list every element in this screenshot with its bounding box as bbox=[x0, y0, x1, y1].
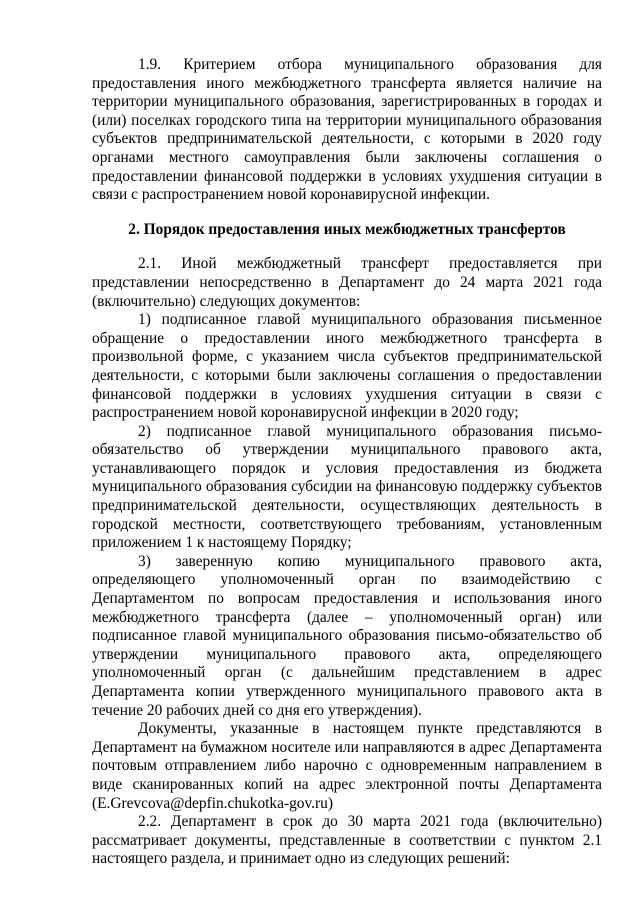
list-item-2: 2) подписанное главой муниципального образования письмо-обязательство об утверждении муниципального правового акта, устанавливающего порядок и условия предоставления из бюджета муниципального образования субсидии на финансовую поддержку субъектов предпринимательской деятельности, осуществляющих деятельность в городской местности, соответствующего требованиям, установленным приложением 1 к настоящему Порядку; bbox=[92, 422, 602, 552]
paragraph-2-1: 2.1. Иной межбюджетный трансферт предоставляется при представлении непосредственно в Департамент до 24 марта 2021 года (включительно) следующих документов: bbox=[92, 255, 602, 310]
list-item-1: 1) подписанное главой муниципального образования письменное обращение о предоставлении иного межбюджетного трансферта в произвольной форме, с указанием числа субъектов предпринимательской деятельности, с которыми были заключены соглашения о предоставлении финансовой поддержки в условиях ухудшения ситуации в связи с распространением новой коронавирусной инфекции в 2020 году; bbox=[92, 311, 602, 422]
list-item-3: 3) заверенную копию муниципального правового акта, определяющего уполномоченный орган по взаимодействию с Департаментом по вопросам предоставления и использования иного межбюджетного трансферта (далее – уполномоченный орган) или подписанное главой муниципального образования письмо-обязательство об утверждении муниципального правового акта, определяющего уполномоченный орган (с дальнейшим представлением в адрес Департамента копии утвержденного муниципального правового акта в течение 20 рабочих дней со дня его утверждения). bbox=[92, 552, 602, 719]
section-title: 2. Порядок предоставления иных межбюджетных трансфертов bbox=[128, 220, 566, 238]
documents-paragraph: Документы, указанные в настоящем пункте представляются в Департамент на бумажном носителе или направляются в адрес Департамента почтовым отправлением либо нарочно с одновременным направлением в виде сканированных копий на адрес электронной почты Департамента (E.Grevcova@depfin.chukotka-gov.ru) bbox=[92, 720, 602, 812]
paragraph-1-9: 1.9. Критерием отбора муниципального образования для предоставления иного межбюджетного трансферта является наличие на территории муниципального образования, зарегистрированных в городах и (или) поселках городского типа на территории муниципального образования субъектов предпринимательской деятельности, с которыми в 2020 году органами местного самоуправления были заключены соглашения о предоставлении финансовой поддержки в условиях ухудшения ситуации в связи с распространением новой коронавирусной инфекции. bbox=[92, 56, 602, 204]
document-page bbox=[92, 56, 602, 869]
paragraph-2-2: 2.2. Департамент в срок до 30 марта 2021 года (включительно) рассматривает документы, представленные в соответствии с пунктом 2.1 настоящего раздела, и принимает одно из следующих решений: bbox=[92, 813, 602, 868]
